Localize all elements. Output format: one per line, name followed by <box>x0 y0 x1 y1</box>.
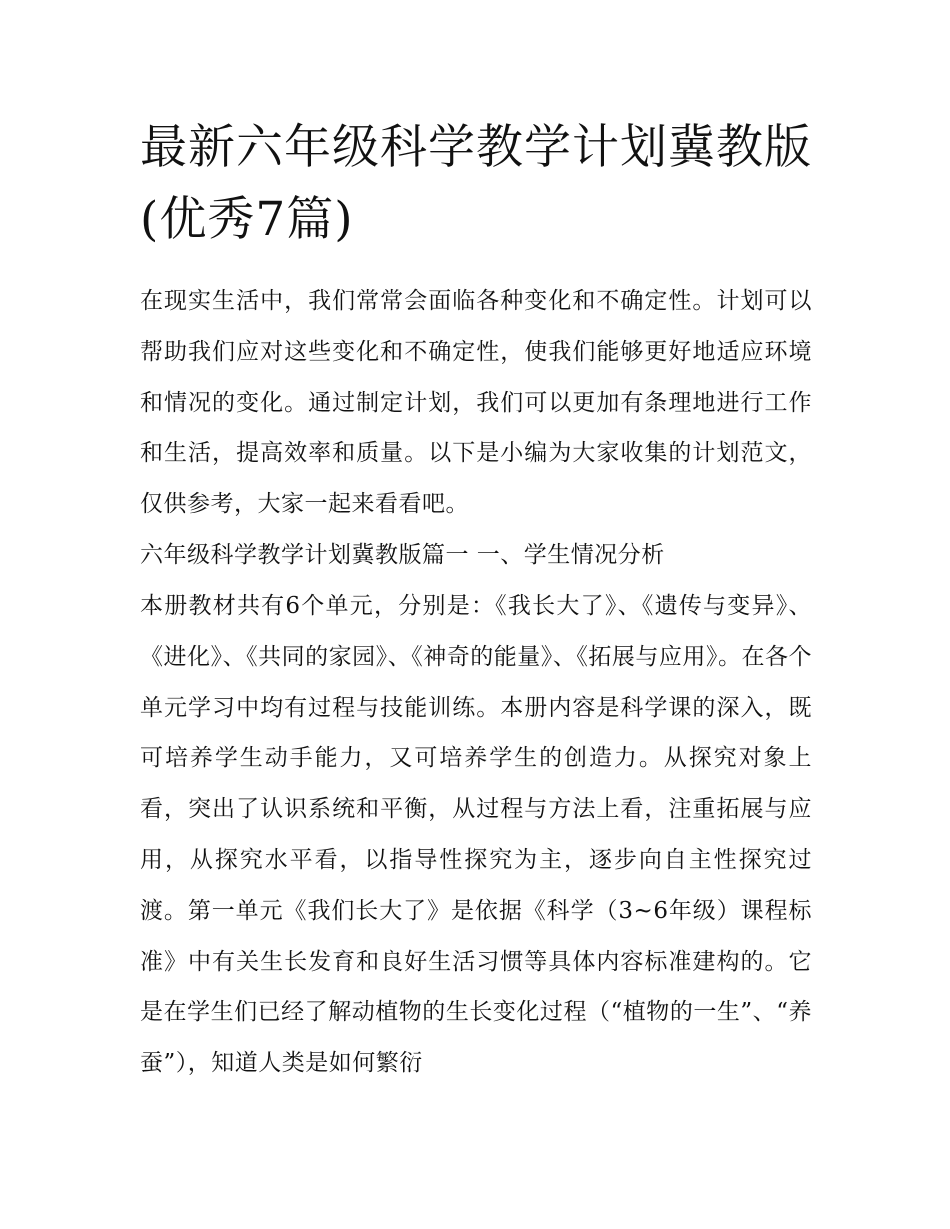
intro-paragraph: 在现实生活中，我们常常会面临各种变化和不确定性。计划可以帮助我们应对这些变化和不确定性，使我们能够更好地适应环境和情况的变化。通过制定计划，我们可以更加有条理地进行工作和生活，提高效率和质量。以下是小编为大家收集的计划范文，仅供参考，大家一起来看看吧。 <box>140 288 812 518</box>
document-title: 最新六年级科学教学计划冀教版(优秀7篇) <box>140 120 812 247</box>
content-paragraph: 本册教材共有6个单元，分别是：《我长大了》、《遗传与变异》、《进化》、《共同的家园》、《神奇的能量》、《拓展与应用》。在各个单元学习中均有过程与技能训练。本册内容是科学课的深入，既可培养学生动手能力，又可培养学生的创造力。从探究对象上看，突出了认识系统和平衡，从过程与方法上看，注重拓展与应用，从探究水平看，以指导性探究为主，逐步向自主性探究过渡。第一单元《我们长大了》是依据《科学（3~6年级）课程标准》中有关生长发育和良好生活习惯等具体内容标准建构的。它是在学生们已经了解动植物的生长变化过程（“植物的一生”、“养蚕”），知道人类是如何繁衍 <box>140 593 812 1077</box>
section-heading: 六年级科学教学计划冀教版篇一 一、学生情况分析 <box>140 542 665 568</box>
